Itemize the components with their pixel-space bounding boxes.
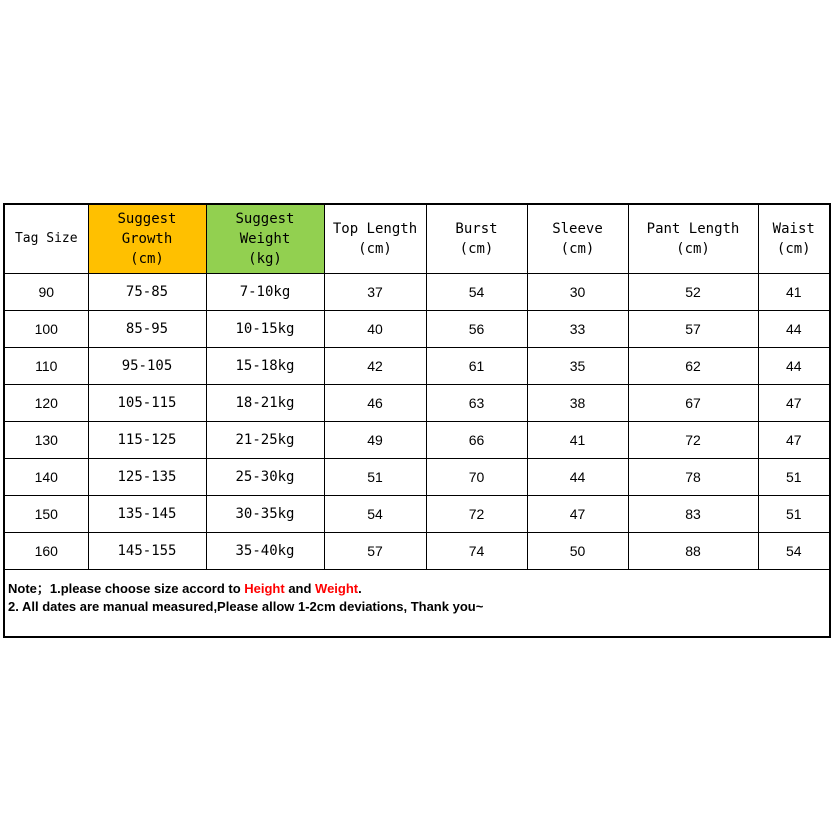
table-row: [4, 274, 830, 311]
cell-pant-length: 67: [628, 385, 758, 422]
header-burst: Burst (cm): [426, 204, 527, 274]
table-row: [4, 385, 830, 422]
cell-waist: 41: [758, 274, 830, 311]
cell-tag-size: 90: [4, 274, 88, 311]
cell-weight: 35-40kg: [206, 533, 324, 570]
cell-weight: 25-30kg: [206, 459, 324, 496]
cell-sleeve: 35: [527, 348, 628, 385]
note-line-1-end: .: [358, 581, 362, 596]
cell-burst: 56: [426, 311, 527, 348]
cell-sleeve: 47: [527, 496, 628, 533]
cell-top-length: 42: [324, 348, 426, 385]
header-tag-size: Tag Size: [4, 204, 88, 274]
cell-pant-length: 52: [628, 274, 758, 311]
cell-growth: 125-135: [88, 459, 206, 496]
cell-tag-size: 160: [4, 533, 88, 570]
cell-sleeve: 38: [527, 385, 628, 422]
cell-top-length: 37: [324, 274, 426, 311]
table-row: [4, 496, 830, 533]
cell-sleeve: 44: [527, 459, 628, 496]
cell-pant-length: 57: [628, 311, 758, 348]
cell-top-length: 57: [324, 533, 426, 570]
cell-sleeve: 50: [527, 533, 628, 570]
note-cell: [4, 570, 830, 638]
note-line-1-and: and: [284, 581, 316, 596]
cell-tag-size: 110: [4, 348, 88, 385]
cell-growth: 115-125: [88, 422, 206, 459]
cell-waist: 47: [758, 385, 830, 422]
cell-waist: 44: [758, 348, 830, 385]
cell-waist: 54: [758, 533, 830, 570]
cell-burst: 61: [426, 348, 527, 385]
cell-weight: 10-15kg: [206, 311, 324, 348]
cell-tag-size: 120: [4, 385, 88, 422]
cell-burst: 66: [426, 422, 527, 459]
table-row: [4, 422, 830, 459]
cell-waist: 51: [758, 459, 830, 496]
cell-top-length: 40: [324, 311, 426, 348]
cell-weight: 30-35kg: [206, 496, 324, 533]
note-weight-highlight: Weight: [315, 581, 359, 596]
table-row: [4, 311, 830, 348]
header-row: [4, 204, 830, 274]
size-chart-table: [3, 203, 831, 638]
cell-growth: 105-115: [88, 385, 206, 422]
cell-burst: 74: [426, 533, 527, 570]
cell-sleeve: 41: [527, 422, 628, 459]
cell-waist: 51: [758, 496, 830, 533]
cell-weight: 21-25kg: [206, 422, 324, 459]
cell-burst: 70: [426, 459, 527, 496]
cell-tag-size: 150: [4, 496, 88, 533]
cell-top-length: 46: [324, 385, 426, 422]
header-pant-length: Pant Length (cm): [628, 204, 758, 274]
cell-pant-length: 88: [628, 533, 758, 570]
cell-growth: 75-85: [88, 274, 206, 311]
table-row: [4, 533, 830, 570]
cell-growth: 95-105: [88, 348, 206, 385]
cell-tag-size: 130: [4, 422, 88, 459]
cell-growth: 135-145: [88, 496, 206, 533]
cell-tag-size: 100: [4, 311, 88, 348]
cell-top-length: 49: [324, 422, 426, 459]
cell-weight: 7-10kg: [206, 274, 324, 311]
cell-burst: 54: [426, 274, 527, 311]
header-waist: Waist (cm): [758, 204, 830, 274]
table-row: [4, 459, 830, 496]
note-line-1: [8, 580, 826, 598]
header-sleeve: Sleeve (cm): [527, 204, 628, 274]
note-row: [4, 570, 830, 638]
cell-pant-length: 72: [628, 422, 758, 459]
note-line-2: 2. All dates are manual measured,Please allow 1-2cm deviations, Thank you~: [8, 599, 484, 614]
cell-weight: 18-21kg: [206, 385, 324, 422]
cell-top-length: 54: [324, 496, 426, 533]
cell-waist: 44: [758, 311, 830, 348]
cell-pant-length: 83: [628, 496, 758, 533]
header-suggest-growth: Suggest Growth (cm): [88, 204, 206, 274]
cell-burst: 72: [426, 496, 527, 533]
cell-weight: 15-18kg: [206, 348, 324, 385]
cell-tag-size: 140: [4, 459, 88, 496]
cell-sleeve: 33: [527, 311, 628, 348]
cell-sleeve: 30: [527, 274, 628, 311]
header-suggest-weight: Suggest Weight (kg): [206, 204, 324, 274]
cell-burst: 63: [426, 385, 527, 422]
cell-growth: 145-155: [88, 533, 206, 570]
note-line-1-prefix: Note；1.please choose size accord to: [8, 581, 245, 596]
cell-waist: 47: [758, 422, 830, 459]
cell-growth: 85-95: [88, 311, 206, 348]
cell-pant-length: 62: [628, 348, 758, 385]
table-row: [4, 348, 830, 385]
note-height-highlight: Height: [244, 581, 285, 596]
header-top-length: Top Length (cm): [324, 204, 426, 274]
cell-top-length: 51: [324, 459, 426, 496]
cell-pant-length: 78: [628, 459, 758, 496]
